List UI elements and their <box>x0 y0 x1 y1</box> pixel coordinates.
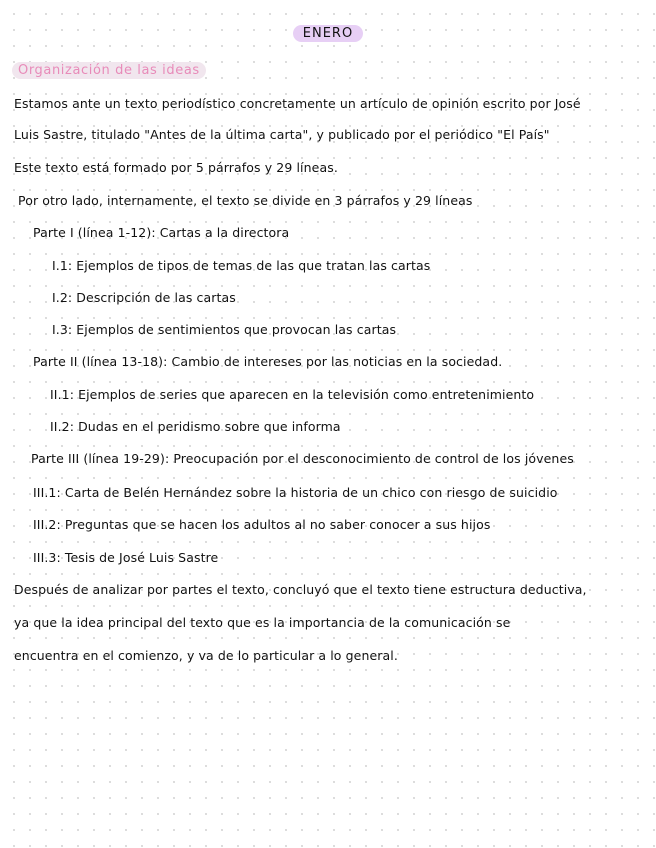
intro-line-1: Estamos ante un texto periodístico concretamente un artículo de opinión escrito por José <box>14 96 581 111</box>
part-2-item-1: II.1: Ejemplos de series que aparecen en la televisión como entretenimiento <box>50 387 535 402</box>
section-heading: Organización de las ideas <box>12 62 206 79</box>
part-3-item-2: III.2: Preguntas que se hacen los adultos al no saber conocer a sus hijos <box>33 517 491 532</box>
conclusion-line-1: Después de analizar por partes el texto, concluyó que el texto tiene estructura deductiva, <box>14 582 587 597</box>
part-3-item-1: III.1: Carta de Belén Hernández sobre la historia de un chico con riesgo de suicidio <box>33 485 558 500</box>
intro-line-3: Este texto está formado por 5 párrafos y 29 líneas. <box>14 160 338 175</box>
part-3-title: Parte III (línea 19-29): Preocupación por el desconocimiento de control de los jóvenes <box>31 451 574 466</box>
part-3-item-3: III.3: Tesis de José Luis Sastre <box>33 550 219 565</box>
page-title: ENERO <box>293 25 363 42</box>
part-2-title: Parte II (línea 13-18): Cambio de intereses por las noticias en la sociedad. <box>33 354 503 369</box>
part-1-item-3: I.3: Ejemplos de sentimientos que provocan las cartas <box>52 322 397 337</box>
part-1-title: Parte I (línea 1-12): Cartas a la directora <box>33 225 290 240</box>
part-1-item-2: I.2: Descripción de las cartas <box>52 290 236 305</box>
intro-line-2: Luis Sastre, titulado "Antes de la última carta", y publicado por el periódico "El País" <box>14 127 550 142</box>
conclusion-line-2: ya que la idea principal del texto que es la importancia de la comunicación se <box>14 615 511 630</box>
part-2-item-2: II.2: Dudas en el peridismo sobre que informa <box>50 419 341 434</box>
internal-division-line: Por otro lado, internamente, el texto se divide en 3 párrafos y 29 líneas <box>18 193 473 208</box>
conclusion-line-3: encuentra en el comienzo, y va de lo particular a lo general. <box>14 648 398 663</box>
title-container <box>0 22 656 42</box>
part-1-item-1: I.1: Ejemplos de tipos de temas de las que tratan las cartas <box>52 258 431 273</box>
